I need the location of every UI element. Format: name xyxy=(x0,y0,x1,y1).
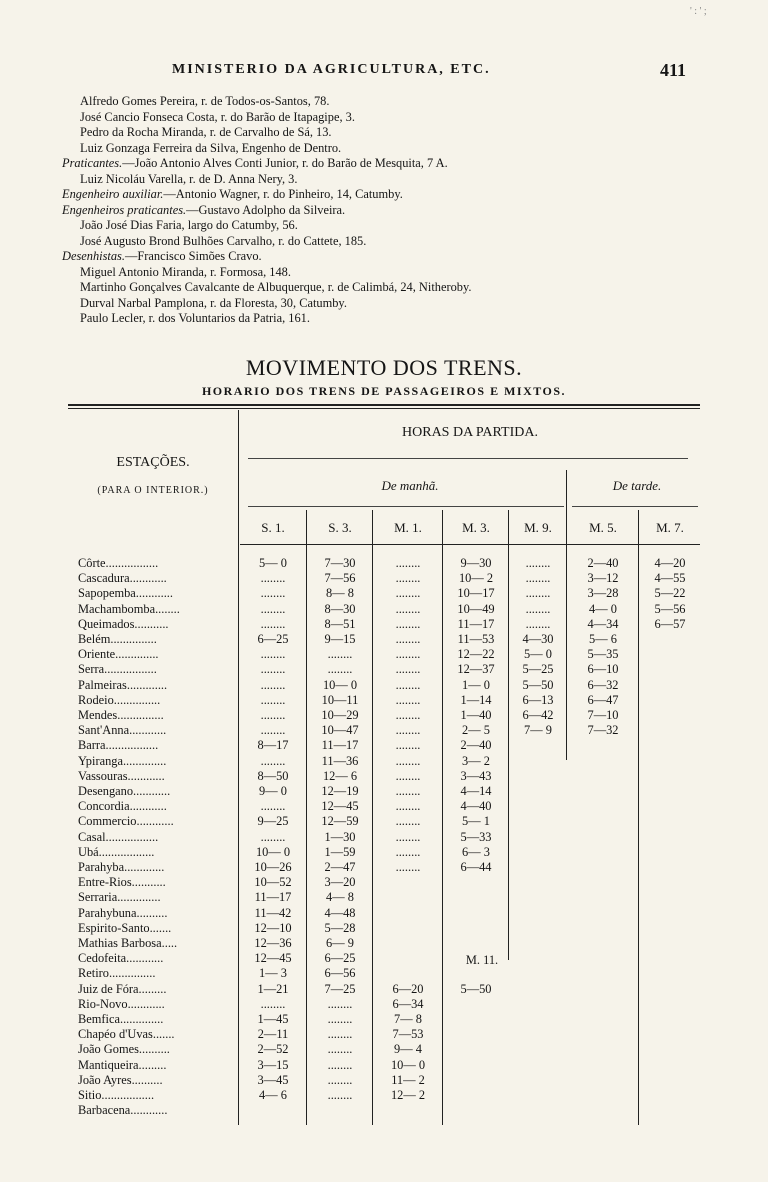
time-cell: ........ xyxy=(327,1042,353,1057)
time-cell: ........ xyxy=(327,1012,353,1026)
time-cell: ........ xyxy=(525,586,551,601)
time-cell: 1—14 xyxy=(460,692,492,707)
time-cell: 1—30 xyxy=(324,829,356,844)
time-cell: 11—53 xyxy=(457,632,495,646)
time-cell: 11—17 xyxy=(457,616,495,631)
column-header: M. 1. xyxy=(394,520,422,535)
page-number: 411 xyxy=(660,60,687,80)
time-cell: 6—57 xyxy=(654,616,686,631)
time-cell: 10— 0 xyxy=(390,1057,426,1072)
time-cell: ........ xyxy=(395,829,421,844)
station-name: Chapéo d'Uvas....... xyxy=(78,1027,175,1042)
time-cell: 3—15 xyxy=(257,1057,289,1072)
tarde-brace-line xyxy=(572,506,698,507)
station-name: Belém............... xyxy=(78,632,157,646)
time-cell: 4—20 xyxy=(654,556,686,570)
time-cell: 9— 0 xyxy=(259,784,287,798)
running-title: MINISTERIO DA AGRICULTURA, ETC. xyxy=(172,62,491,77)
time-cell: 4—30 xyxy=(522,632,554,646)
time-cell: 12— 2 xyxy=(390,1088,426,1102)
time-cell: 5—50 xyxy=(522,677,554,692)
station-name: Bemfica.............. xyxy=(78,1012,164,1026)
column-rule xyxy=(442,510,443,1125)
station-name: Serra................. xyxy=(78,662,157,677)
station-name: Côrte................. xyxy=(78,556,159,570)
time-cell: ........ xyxy=(395,632,421,646)
time-cell: 4—40 xyxy=(460,799,492,814)
time-cell: 12—37 xyxy=(457,662,495,677)
time-cell: ........ xyxy=(260,829,286,844)
time-cell: 10—52 xyxy=(254,875,292,890)
staff-entry xyxy=(62,94,702,110)
column-rule xyxy=(372,510,373,1125)
time-cell: ........ xyxy=(395,586,421,601)
time-cell: 3—28 xyxy=(587,586,619,601)
time-cell: ........ xyxy=(395,677,421,692)
column-rule xyxy=(306,510,307,1125)
time-cell: 4— 0 xyxy=(589,601,617,616)
station-name: Rodeio............... xyxy=(78,692,161,707)
time-cell: ........ xyxy=(525,556,551,570)
time-cell: 7—10 xyxy=(587,708,619,722)
time-cell: 11— 2 xyxy=(391,1072,425,1087)
time-cell: 2—40 xyxy=(587,556,619,570)
staff-text: Miguel Antonio Miranda, r. Formosa, 148. xyxy=(80,264,291,279)
staff-text: João José Dias Faria, largo do Catumby, 56. xyxy=(80,218,298,232)
column-rule xyxy=(638,510,639,1125)
time-cell: 11—17 xyxy=(254,890,292,905)
time-cell: 3—45 xyxy=(257,1072,289,1087)
staff-role: Engenheiros praticantes. xyxy=(62,202,187,217)
station-name: Ubá.................. xyxy=(78,844,155,859)
time-cell: ........ xyxy=(327,1027,353,1042)
time-cell: 6—44 xyxy=(460,860,492,874)
column-header: M. 7. xyxy=(656,520,684,535)
time-cell: 1— 0 xyxy=(462,677,490,692)
station-name: Casal................. xyxy=(78,829,159,844)
column-header: M. 5. xyxy=(589,520,617,535)
time-cell: 11—17 xyxy=(321,738,359,753)
time-cell: 5— 0 xyxy=(259,556,287,570)
time-cell: 6—13 xyxy=(522,692,554,707)
time-cell: 1— 3 xyxy=(259,966,287,981)
staff-role: Engenheiro auxiliar. xyxy=(62,187,164,201)
time-cell: 2— 5 xyxy=(462,723,490,738)
column-header: S. 1. xyxy=(261,520,285,535)
station-name: Parahybuna.......... xyxy=(78,905,168,920)
staff-text: Pedro da Rocha Miranda, r. de Carvalho de Sá, 13. xyxy=(80,125,332,139)
staff-text: —João Antonio Alves Conti Junior, r. do Barão de Mesquita, 7 A. xyxy=(122,156,448,170)
time-cell: ........ xyxy=(327,1072,353,1087)
time-cell: ........ xyxy=(395,601,421,616)
time-cell: 8—50 xyxy=(257,768,289,783)
time-cell: 8—51 xyxy=(324,616,356,631)
time-cell: 8— 8 xyxy=(326,586,354,601)
station-name: Commercio............ xyxy=(78,814,174,829)
station-name: Juiz de Fóra......... xyxy=(78,981,167,996)
time-cell: 10— 0 xyxy=(322,677,358,692)
staff-entry xyxy=(62,141,702,157)
table-top-rule-thin xyxy=(68,408,700,409)
time-cell: ........ xyxy=(525,616,551,631)
time-cell: ........ xyxy=(395,662,421,677)
time-cell: 6— 9 xyxy=(326,936,354,950)
time-cell: 10—26 xyxy=(254,860,292,874)
time-cell: 4— 8 xyxy=(326,890,354,905)
time-cell: 6—56 xyxy=(324,966,356,981)
time-cell: 5—28 xyxy=(324,920,356,935)
time-cell: 7— 8 xyxy=(394,1012,422,1026)
time-cell: 1—21 xyxy=(257,981,289,996)
station-name: Sapopemba............ xyxy=(78,586,173,601)
page-header xyxy=(0,62,768,84)
time-cell: 5—33 xyxy=(460,829,492,844)
time-cell: 2—52 xyxy=(257,1042,289,1057)
time-cell: 3—20 xyxy=(324,875,356,890)
staff-role: Praticantes. xyxy=(62,156,123,170)
staff-entry xyxy=(62,187,702,203)
staff-entry xyxy=(62,280,702,296)
time-cell: 7—32 xyxy=(587,723,619,738)
time-cell: ........ xyxy=(260,586,286,601)
time-cell: ........ xyxy=(260,616,286,631)
column-rule xyxy=(508,510,509,960)
column-header: M. 3. xyxy=(462,520,490,535)
time-cell: ........ xyxy=(395,723,421,738)
corner-ink-mark: ' : ' ; xyxy=(690,6,707,17)
time-cell: ........ xyxy=(395,753,421,768)
station-name: Queimados........... xyxy=(78,616,169,631)
staff-entry xyxy=(62,172,702,188)
station-name: Cedofeita............ xyxy=(78,951,164,966)
time-cell: ........ xyxy=(395,844,421,859)
table-top-rule-thick xyxy=(68,404,700,406)
m11-column-label: M. 11. xyxy=(465,953,499,967)
staff-entry xyxy=(62,125,702,141)
time-cell: 10— 2 xyxy=(458,571,494,586)
time-cell: ........ xyxy=(260,647,286,662)
time-cell: ........ xyxy=(395,616,421,631)
station-name: Machambomba........ xyxy=(78,601,180,616)
time-cell: ........ xyxy=(395,768,421,783)
time-cell: ........ xyxy=(525,601,551,616)
staff-role: Desenhistas. xyxy=(62,249,125,263)
time-cell: 5— 6 xyxy=(589,632,617,646)
time-cell: 2—11 xyxy=(257,1027,289,1042)
time-cell: ........ xyxy=(327,662,353,677)
time-cell: 11—42 xyxy=(254,905,292,920)
time-cell: ........ xyxy=(395,647,421,662)
time-cell: 12—22 xyxy=(457,647,495,662)
station-name: João Gomes.......... xyxy=(78,1042,170,1057)
station-name: Entre-Rios........... xyxy=(78,875,166,890)
staff-entry xyxy=(62,296,702,312)
time-cell: ........ xyxy=(395,860,421,874)
staff-text: Durval Narbal Pamplona, r. da Floresta, 30, Catumby. xyxy=(80,295,347,310)
time-cell: 4—14 xyxy=(460,784,492,798)
time-cell: ........ xyxy=(327,647,353,662)
time-cell: 6—10 xyxy=(587,662,619,677)
time-cell: 2—47 xyxy=(324,860,356,874)
station-name: Parahyba............. xyxy=(78,860,165,874)
time-cell: ........ xyxy=(395,799,421,814)
staff-text: José Augusto Brond Bulhões Carvalho, r. do Cattete, 185. xyxy=(80,233,367,248)
time-cell: ........ xyxy=(260,799,286,814)
time-cell: ........ xyxy=(327,1057,353,1072)
time-cell: 6—25 xyxy=(257,632,289,646)
time-cell: 9—30 xyxy=(460,556,492,570)
time-cell: 1—45 xyxy=(257,1012,289,1026)
time-cell: 7—56 xyxy=(324,571,356,586)
staff-text: Paulo Lecler, r. dos Voluntarios da Patria, 161. xyxy=(80,311,310,325)
column-rule xyxy=(238,410,239,1125)
horas-brace-line xyxy=(248,458,688,459)
station-name: Oriente.............. xyxy=(78,647,159,662)
staff-text: Luiz Nicoláu Varella, r. de D. Anna Nery, 3. xyxy=(80,171,298,186)
time-cell: 4— 6 xyxy=(259,1088,287,1102)
time-cell: 12—59 xyxy=(321,814,359,829)
manha-label: De manhã. xyxy=(381,478,439,493)
station-name: Concordia............ xyxy=(78,799,167,814)
time-cell: 2—40 xyxy=(460,738,492,753)
station-name: Retiro............... xyxy=(78,966,156,981)
time-cell: 4—34 xyxy=(587,616,619,631)
station-name: Mantiqueira......... xyxy=(78,1057,167,1072)
time-cell: 6—34 xyxy=(392,996,424,1011)
time-cell: ........ xyxy=(260,996,286,1011)
time-cell: 8—17 xyxy=(257,738,289,753)
station-name: Espirito-Santo....... xyxy=(78,920,172,935)
time-cell: 9— 4 xyxy=(394,1042,422,1057)
time-cell: 6—42 xyxy=(522,708,554,722)
time-cell: ........ xyxy=(260,662,286,677)
time-cell: 7—30 xyxy=(324,556,356,570)
time-cell: 10—47 xyxy=(321,723,359,738)
time-cell: 9—25 xyxy=(257,814,289,829)
station-name: Mathias Barbosa..... xyxy=(78,936,178,950)
staff-entry xyxy=(62,234,702,250)
column-header: M. 9. xyxy=(524,520,552,535)
section-title: MOVIMENTO DOS TRENS. xyxy=(245,355,523,380)
table-header-bottom-rule xyxy=(240,544,700,545)
time-cell: 10—11 xyxy=(321,692,359,707)
time-cell: 1—59 xyxy=(324,844,356,859)
time-cell: 6—47 xyxy=(587,692,619,707)
staff-text: —Gustavo Adolpho da Silveira. xyxy=(186,202,346,217)
time-cell: 3— 2 xyxy=(462,753,490,768)
time-cell: 12—10 xyxy=(254,920,292,935)
time-cell: 5—50 xyxy=(460,981,492,996)
time-cell: ........ xyxy=(525,571,551,586)
staff-text: —Antonio Wagner, r. do Pinheiro, 14, Catumby. xyxy=(163,187,403,201)
time-cell: 5—25 xyxy=(522,662,554,677)
station-name: Sitio................. xyxy=(78,1088,155,1102)
time-cell: 7—53 xyxy=(392,1027,424,1042)
time-cell: 6—25 xyxy=(324,951,356,966)
time-cell: ........ xyxy=(395,692,421,707)
time-cell: 12— 6 xyxy=(322,768,358,783)
column-rule xyxy=(566,470,567,760)
time-cell: 6—20 xyxy=(392,981,424,996)
time-cell: ........ xyxy=(260,692,286,707)
column-header: S. 3. xyxy=(328,520,352,535)
time-cell: ........ xyxy=(395,708,421,722)
time-cell: ........ xyxy=(260,753,286,768)
station-name: Desengano............ xyxy=(78,784,171,798)
station-name: Sant'Anna............ xyxy=(78,723,167,738)
tarde-label: De tarde. xyxy=(612,478,662,493)
time-cell: 5—35 xyxy=(587,647,619,662)
time-cell: ........ xyxy=(260,571,286,586)
station-name: Cascadura............ xyxy=(78,571,167,586)
time-cell: 7—25 xyxy=(324,981,356,996)
staff-text: Martinho Gonçalves Cavalcante de Albuquerque, r. de Calimbá, 24, Nitheroby. xyxy=(80,280,472,294)
staff-entry xyxy=(62,218,702,234)
station-name: Vassouras............ xyxy=(78,768,165,783)
station-name: Barra................. xyxy=(78,738,159,753)
staff-entry xyxy=(62,311,702,327)
time-cell: ........ xyxy=(395,738,421,753)
time-cell: 3—43 xyxy=(460,768,492,783)
time-cell: 10—17 xyxy=(457,586,495,601)
time-cell: 8—30 xyxy=(324,601,356,616)
time-cell: 12—36 xyxy=(254,936,292,950)
staff-entry xyxy=(62,265,702,281)
time-cell: 4—55 xyxy=(654,571,686,586)
time-cell: ........ xyxy=(260,677,286,692)
station-name: João Ayres.......... xyxy=(78,1072,163,1087)
estacoes-label: ESTAÇÕES. xyxy=(116,455,190,470)
time-cell: 5—56 xyxy=(654,601,686,616)
time-cell: ........ xyxy=(327,1088,353,1102)
time-cell: 10— 0 xyxy=(255,844,291,859)
time-cell: 11—36 xyxy=(321,753,359,768)
staff-list xyxy=(62,94,702,327)
time-cell: 12—19 xyxy=(321,784,359,798)
interior-label: (PARA O INTERIOR.) xyxy=(97,485,209,496)
time-cell: ........ xyxy=(260,723,286,738)
station-name: Ypiranga.............. xyxy=(78,753,167,768)
time-cell: 1—40 xyxy=(460,708,492,722)
time-cell: ........ xyxy=(260,708,286,722)
time-cell: 12—45 xyxy=(254,951,292,966)
staff-entry xyxy=(62,249,702,265)
time-cell: 5— 1 xyxy=(462,814,490,829)
time-cell: ........ xyxy=(395,571,421,586)
time-cell: 6— 3 xyxy=(462,844,490,859)
time-cell: 9—15 xyxy=(324,632,356,646)
time-cell: 10—49 xyxy=(457,601,495,616)
section-subtitle: HORARIO DOS TRENS DE PASSAGEIROS E MIXTOS. xyxy=(201,384,567,398)
station-name: Barbacena............ xyxy=(78,1103,168,1118)
manha-brace-line xyxy=(248,506,564,507)
staff-text: José Cancio Fonseca Costa, r. do Barão de Itapagipe, 3. xyxy=(80,109,355,124)
staff-entry xyxy=(62,110,702,126)
time-cell: 3—12 xyxy=(587,571,619,586)
time-cell: ........ xyxy=(395,814,421,829)
station-name: Mendes............... xyxy=(78,708,164,722)
time-cell: ........ xyxy=(327,996,353,1011)
staff-entry xyxy=(62,156,702,172)
time-cell: 10—29 xyxy=(321,708,359,722)
staff-text: Luiz Gonzaga Ferreira da Silva, Engenho de Dentro. xyxy=(80,140,342,155)
time-cell: 5—22 xyxy=(654,586,686,601)
time-cell: ........ xyxy=(260,601,286,616)
time-cell: 7— 9 xyxy=(524,723,552,738)
time-cell: 4—48 xyxy=(324,905,356,920)
station-name: Palmeiras............. xyxy=(78,677,168,692)
station-name: Serraria.............. xyxy=(78,890,161,905)
staff-text: Alfredo Gomes Pereira, r. de Todos-os-Santos, 78. xyxy=(80,94,330,108)
time-cell: ........ xyxy=(395,784,421,798)
time-cell: 12—45 xyxy=(321,799,359,814)
staff-entry xyxy=(62,203,702,219)
station-name: Rio-Novo............ xyxy=(78,996,165,1011)
time-cell: 6—32 xyxy=(587,677,619,692)
staff-text: —Francisco Simões Cravo. xyxy=(124,249,262,263)
time-cell: 5— 0 xyxy=(524,647,552,662)
horas-label: HORAS DA PARTIDA. xyxy=(402,425,538,440)
time-cell: ........ xyxy=(395,556,421,570)
